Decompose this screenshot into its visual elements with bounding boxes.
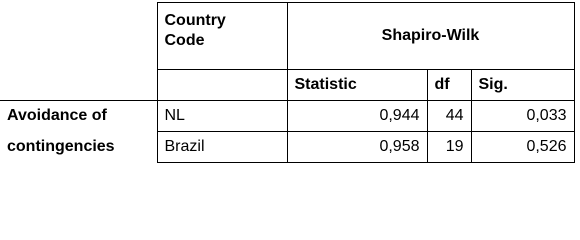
country-cell: NL [157, 101, 287, 132]
statistic-header: Statistic [287, 70, 427, 101]
shapiro-wilk-table [0, 2, 575, 163]
statistic-cell: 0,944 [287, 101, 427, 132]
sig-cell: 0,033 [471, 101, 574, 132]
country-code-header [157, 3, 287, 70]
df-header: df [427, 70, 471, 101]
country-code-subheader-empty [157, 70, 287, 101]
table-row [0, 132, 574, 163]
country-cell: Brazil [157, 132, 287, 163]
shapiro-wilk-header: Shapiro-Wilk [287, 3, 574, 70]
df-cell: 44 [427, 101, 471, 132]
country-code-label: Country Code [164, 12, 226, 49]
empty-cell [0, 70, 157, 101]
df-cell: 19 [427, 132, 471, 163]
sig-header: Sig. [471, 70, 574, 101]
sig-cell: 0,526 [471, 132, 574, 163]
statistic-cell: 0,958 [287, 132, 427, 163]
row-group-label-line1: Avoidance of [0, 101, 157, 132]
row-group-label-line2: contingencies [0, 132, 157, 163]
corner-empty-cell [0, 3, 157, 70]
table-row [0, 101, 574, 132]
